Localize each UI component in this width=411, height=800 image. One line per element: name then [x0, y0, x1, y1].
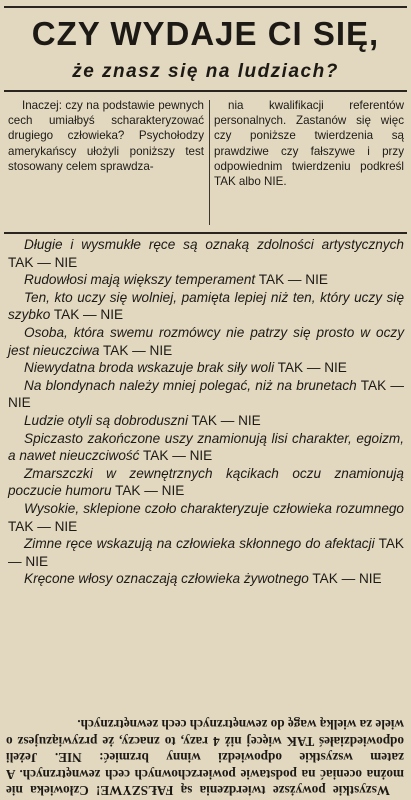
answer-options[interactable]: TAK — NIE	[8, 518, 78, 534]
intro-column-right	[214, 98, 404, 189]
answer-options[interactable]: TAK — NIE	[277, 360, 347, 376]
top-rule	[4, 6, 407, 8]
intro-text-left: Inaczej: czy na podstawie pewnych cech umiałbyś scharakteryzować drugiego człowieka? Psychołodzy amerykańscy ułożyli poniższy test stosowany celem sprawdza-	[8, 99, 204, 173]
answer-options[interactable]: TAK — NIE	[8, 377, 404, 411]
quiz-statement: Zimne ręce wskazują na człowieka skłonnego do afektacji	[24, 536, 375, 552]
quiz-item	[8, 500, 404, 535]
quiz-list	[8, 236, 404, 588]
quiz-item	[8, 430, 404, 465]
column-divider	[209, 100, 210, 225]
quiz-item	[8, 570, 404, 588]
answer-options[interactable]: TAK — NIE	[53, 307, 124, 323]
answer-options[interactable]: TAK — NIE	[102, 342, 173, 358]
quiz-statement: Na blondynach należy mniej polegać, niż na brunetach	[24, 377, 357, 393]
intro-text-right: nia kwalifikacji referentów personalnych. Zastanów się więc czy poniższe twierdzenia są prawdziwe czy fałszywe i przy odpowiednim twierdzeniu podkreśl TAK albo NIE.	[214, 99, 404, 189]
quiz-statement: Ludzie otyli są dobroduszni	[24, 412, 188, 428]
quiz-item	[8, 377, 404, 412]
answer-options[interactable]: TAK — NIE	[258, 272, 328, 288]
quiz-statement: Osoba, która swemu rozmówcy nie patrzy się prosto w oczy jest nieuczciwa	[8, 324, 404, 358]
answer-options[interactable]: TAK — NIE	[312, 571, 382, 587]
quiz-statement: Spiczasto zakończone uszy znamionują lisi charakter, egoizm, a nawet nieuczciwość	[8, 430, 404, 464]
quiz-statement: Zmarszczki w zewnętrznych kącikach oczu znamionują poczucie humoru	[8, 465, 404, 499]
answer-options[interactable]: TAK — NIE	[115, 483, 185, 499]
quiz-item	[8, 236, 404, 271]
answer-options[interactable]: TAK — NIE	[143, 448, 213, 464]
quiz-statement: Niewydatna broda wskazuje brak siły woli	[24, 360, 275, 376]
intro-rule	[4, 232, 407, 234]
quiz-item	[8, 535, 404, 570]
quiz-item	[8, 271, 404, 289]
answer-options[interactable]: TAK — NIE	[8, 536, 404, 569]
article-subtitle: że znasz się na ludziach?	[72, 61, 339, 82]
answer-key-upside-down	[6, 648, 404, 798]
quiz-item	[8, 359, 404, 377]
answer-options[interactable]: TAK — NIE	[191, 412, 261, 428]
answer-key-text: Wszystkie powyższe twierdzenia są FAŁSZYWE! Człowieka nie można oceniać na podstawie powierzchownych cech zewnętrznych. A zatem wszystkie odpowiedzi winny brzmieć: NIE. Jeżeli odpowiedziałeś TAK więcej niż 4 razy, to znaczy, że przywiązujesz o wiele za wielką wagę do zewnętrznych cech zewnętrznych.	[6, 717, 404, 798]
intro-column-left	[8, 98, 204, 174]
quiz-statement: Ten, kto uczy się wolniej, pamięta lepiej niż ten, który uczy się szybko	[8, 289, 404, 323]
quiz-item	[8, 412, 404, 430]
quiz-item	[8, 289, 404, 324]
answer-key-section	[6, 648, 404, 798]
quiz-statement: Rudowłosi mają większy temperament	[24, 272, 256, 288]
quiz-item	[8, 324, 404, 359]
header-rule	[4, 90, 407, 92]
quiz-statement: Długie i wysmukłe ręce są oznaką zdolności artystycznych	[24, 237, 404, 252]
quiz-statement: Kręcone włosy oznaczają człowieka żywotnego	[24, 571, 309, 587]
answer-options[interactable]: TAK — NIE	[8, 254, 78, 270]
quiz-statement: Wysokie, sklepione czoło charakteryzuje człowieka rozumnego	[24, 500, 404, 516]
article-title: CZY WYDAJE CI SIĘ,	[31, 15, 380, 52]
quiz-item	[8, 465, 404, 500]
